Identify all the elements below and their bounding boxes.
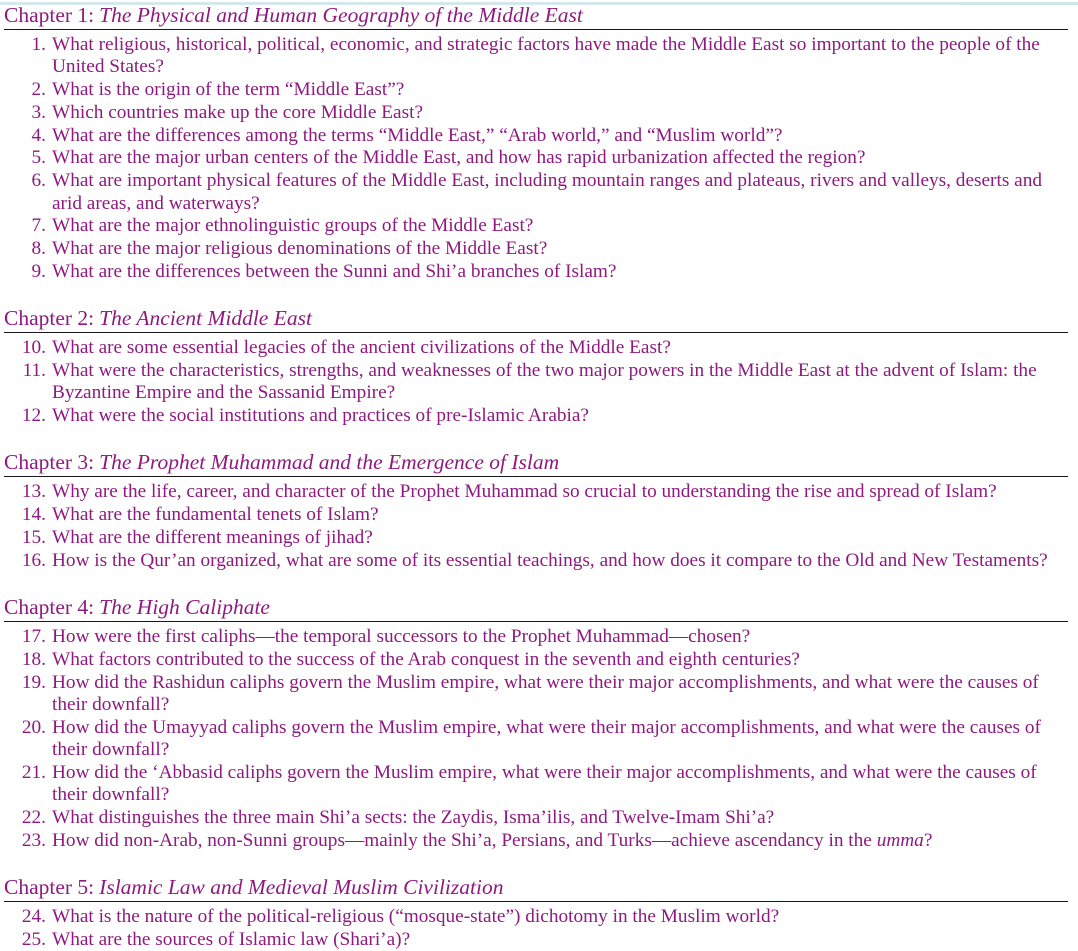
question-number: 4. [31, 124, 46, 146]
question-text: How is the Qur’an organized, what are some of its essential teachings, and how does it compare to the Old and New Testaments? [52, 549, 1048, 571]
question-item [4, 928, 1068, 950]
question-item [4, 215, 1068, 237]
question-text: Which countries make up the core Middle East? [52, 101, 424, 123]
question-text-after: ? [923, 829, 933, 851]
question-number: 5. [31, 147, 46, 169]
question-text: How did the ‘Abbasid caliphs govern the Muslim empire, what were their major accomplishments, and what were the causes of their downfall? [52, 761, 1037, 806]
question-text [52, 830, 1068, 852]
question-text: What factors contributed to the success of the Arab conquest in the seventh and eighth centuries? [52, 648, 800, 670]
question-number: 12. [21, 405, 46, 427]
chapter-title: The Prophet Muhammad and the Emergence of Islam [99, 450, 560, 475]
question-text: What are the fundamental tenets of Islam? [52, 504, 379, 526]
question-item [4, 504, 1068, 526]
chapter-label: Chapter 3: [4, 450, 95, 475]
question-item [4, 672, 1068, 717]
study-questions-content [0, 2, 1078, 950]
chapter-title: The High Caliphate [99, 595, 270, 620]
question-text: What are some essential legacies of the ancient civilizations of the Middle East? [52, 337, 671, 359]
question-text: How did the Umayyad caliphs govern the Muslim empire, what were their major accomplishments, and what were the causes of their downfall? [52, 716, 1041, 761]
question-item [4, 360, 1068, 405]
question-text: What is the origin of the term “Middle East”? [52, 79, 405, 101]
question-number: 1. [31, 34, 46, 55]
question-item [4, 762, 1068, 807]
question-item [4, 527, 1068, 549]
question-item [4, 626, 1068, 648]
question-item [4, 830, 1068, 852]
question-item [4, 79, 1068, 101]
question-list [4, 481, 1068, 572]
question-text: What are the major religious denominations of the Middle East? [52, 238, 548, 260]
question-number: 24. [21, 906, 46, 928]
question-text-before: How did non-Arab, non-Sunni groups—mainly the Shi’a, Persians, and Turks—achieve ascendancy in the [52, 829, 877, 851]
question-item [4, 550, 1068, 572]
question-number: 14. [21, 504, 46, 526]
chapter-title: The Ancient Middle East [99, 306, 312, 331]
question-number: 19. [21, 671, 46, 693]
question-item [4, 170, 1068, 215]
question-number: 25. [21, 928, 46, 950]
question-number: 10. [21, 337, 46, 359]
question-item [4, 337, 1068, 359]
question-text: What are the major ethnolinguistic groups of the Middle East? [52, 215, 534, 237]
question-text: What are the differences among the terms “Middle East,” “Arab world,” and “Muslim world”? [52, 124, 783, 146]
chapter-block [4, 2, 1068, 283]
question-list [4, 337, 1068, 427]
question-text: Why are the life, career, and character of the Prophet Muhammad so crucial to understanding the rise and spread of Islam? [52, 481, 997, 503]
question-text: What is the nature of the political-religious (“mosque-state”) dichotomy in the Muslim world? [52, 906, 780, 928]
chapter-heading [4, 594, 1068, 622]
question-number: 3. [31, 101, 46, 123]
question-number: 20. [21, 716, 46, 738]
chapter-heading [4, 2, 1068, 30]
question-number: 13. [21, 481, 46, 503]
question-item [4, 125, 1068, 147]
question-list [4, 34, 1068, 283]
question-item [4, 34, 1068, 79]
question-item [4, 649, 1068, 671]
question-number: 6. [31, 170, 46, 192]
question-number: 11. [22, 360, 46, 382]
question-number: 21. [21, 761, 46, 783]
chapter-label: Chapter 5: [4, 875, 95, 900]
chapter-block [4, 449, 1068, 572]
chapter-title: Islamic Law and Medieval Muslim Civilization [99, 875, 504, 900]
question-number: 15. [21, 527, 46, 549]
question-number: 9. [31, 260, 46, 282]
chapter-title: The Physical and Human Geography of the Middle East [99, 3, 583, 27]
question-text: What are important physical features of the Middle East, including mountain ranges and plateaus, rivers and valleys, deserts and arid areas, and waterways? [52, 170, 1042, 214]
question-text: What are the major urban centers of the Middle East, and how has rapid urbanization affected the region? [52, 147, 866, 169]
question-item [4, 807, 1068, 829]
question-text: What are the differences between the Sunni and Shi’a branches of Islam? [52, 260, 617, 282]
question-text: What are the different meanings of jihad? [52, 527, 373, 549]
chapter-heading [4, 449, 1068, 477]
question-item [4, 405, 1068, 427]
question-item [4, 481, 1068, 503]
chapter-heading [4, 874, 1068, 902]
chapter-block [4, 305, 1068, 427]
question-list [4, 626, 1068, 852]
document-page [0, 2, 1078, 950]
question-number: 7. [31, 215, 46, 237]
chapter-block [4, 874, 1068, 950]
chapter-label: Chapter 4: [4, 595, 95, 620]
question-text-italic-term: umma [876, 829, 924, 851]
question-number: 8. [31, 238, 46, 260]
question-item [4, 147, 1068, 169]
question-list [4, 906, 1068, 950]
question-text: What religious, historical, political, economic, and strategic factors have made the Middle East so important to the people of the United States? [52, 34, 1040, 78]
question-number: 22. [21, 807, 46, 829]
question-text: What distinguishes the three main Shi’a sects: the Zaydis, Isma’ilis, and Twelve-Imam Shi’a? [52, 807, 775, 829]
question-number: 23. [21, 829, 46, 851]
chapter-label: Chapter 2: [4, 306, 95, 331]
chapter-block [4, 594, 1068, 852]
question-text: What were the social institutions and practices of pre-Islamic Arabia? [52, 405, 589, 427]
chapter-label: Chapter 1: [4, 3, 95, 27]
question-number: 17. [21, 626, 46, 648]
chapter-heading [4, 305, 1068, 333]
question-item [4, 717, 1068, 762]
question-number: 16. [21, 549, 46, 571]
question-number: 2. [31, 79, 46, 101]
question-item [4, 906, 1068, 928]
question-text: How were the first caliphs—the temporal successors to the Prophet Muhammad—chosen? [52, 626, 751, 648]
question-item [4, 102, 1068, 124]
question-text: How did the Rashidun caliphs govern the Muslim empire, what were their major accomplishments, and what were the causes of their downfall? [52, 671, 1039, 716]
question-item [4, 261, 1068, 283]
question-text: What are the sources of Islamic law (Shari’a)? [52, 928, 411, 950]
question-item [4, 238, 1068, 260]
question-number: 18. [21, 648, 46, 670]
question-text: What were the characteristics, strengths, and weaknesses of the two major powers in the Middle East at the advent of Islam: the Byzantine Empire and the Sassanid Empire? [52, 360, 1037, 404]
